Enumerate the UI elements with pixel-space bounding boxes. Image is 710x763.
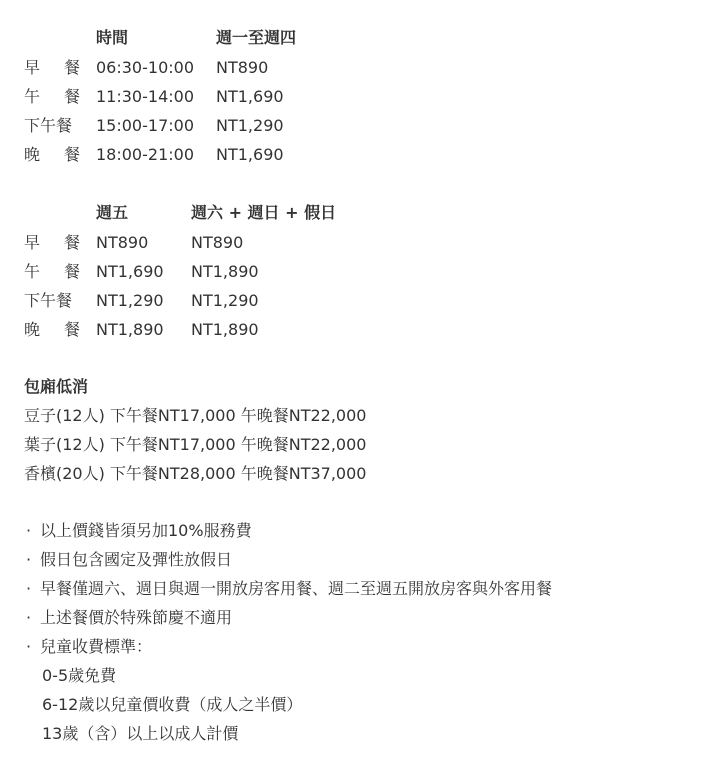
header-mon-thu: 週一至週四 — [216, 28, 297, 47]
bullet: · — [26, 521, 32, 540]
meal-label: 晚 餐 — [24, 320, 80, 339]
list-item: · 早餐僅週六、週日與週一開放房客用餐、週二至週五開放房客與外客用餐 — [26, 579, 553, 598]
room-line: 香檳(20人) 下午餐NT28,000 午晚餐NT37,000 — [24, 464, 367, 483]
room-line: 葉子(12人) 下午餐NT17,000 午晚餐NT22,000 — [24, 435, 367, 454]
list-item: · 以上價錢皆須另加10%服務費 — [26, 521, 252, 540]
meal-label: 早 餐 — [24, 58, 80, 77]
time-cell: 11:30-14:00 — [96, 87, 194, 106]
meal-label: 午 餐 — [24, 87, 80, 106]
time-cell: 15:00-17:00 — [96, 116, 194, 135]
list-item: · 兒童收費標準： — [26, 637, 153, 656]
meal-label: 早 餐 — [24, 233, 80, 252]
price-cell: NT1,290 — [96, 291, 164, 310]
price-cell: NT1,890 — [191, 320, 259, 339]
price-cell: NT1,290 — [191, 291, 259, 310]
list-item: · 上述餐價於特殊節慶不適用 — [26, 608, 233, 627]
bullet: · — [26, 550, 32, 569]
room-line: 豆子(12人) 下午餐NT17,000 午晚餐NT22,000 — [24, 406, 367, 425]
meal-label: 晚 餐 — [24, 145, 80, 164]
price-cell: NT890 — [96, 233, 149, 252]
price-cell: NT1,890 — [96, 320, 164, 339]
child-rule: 0-5歲免費 — [42, 666, 117, 685]
list-item: · 假日包含國定及彈性放假日 — [26, 550, 233, 569]
bullet: · — [26, 608, 32, 627]
time-cell: 18:00-21:00 — [96, 145, 194, 164]
header-fri: 週五 — [96, 203, 129, 222]
bullet: · — [26, 637, 32, 656]
meal-label: 午 餐 — [24, 262, 80, 281]
price-cell: NT1,690 — [216, 87, 284, 106]
price-cell: NT1,690 — [96, 262, 164, 281]
price-cell: NT1,690 — [216, 145, 284, 164]
section-title: 包廂低消 — [24, 377, 89, 396]
price-cell: NT890 — [216, 58, 269, 77]
meal-label: 下午餐 — [24, 291, 73, 310]
child-rule: 13歲（含）以上以成人計價 — [42, 724, 239, 743]
time-cell: 06:30-10:00 — [96, 58, 194, 77]
price-cell: NT1,290 — [216, 116, 284, 135]
child-rule: 6-12歲以兒童價收費（成人之半價） — [42, 695, 303, 714]
price-cell: NT890 — [191, 233, 244, 252]
header-time: 時間 — [96, 28, 129, 47]
header-weekend: 週六 + 週日 + 假日 — [191, 203, 337, 222]
meal-label: 下午餐 — [24, 116, 73, 135]
bullet: · — [26, 579, 32, 598]
price-cell: NT1,890 — [191, 262, 259, 281]
